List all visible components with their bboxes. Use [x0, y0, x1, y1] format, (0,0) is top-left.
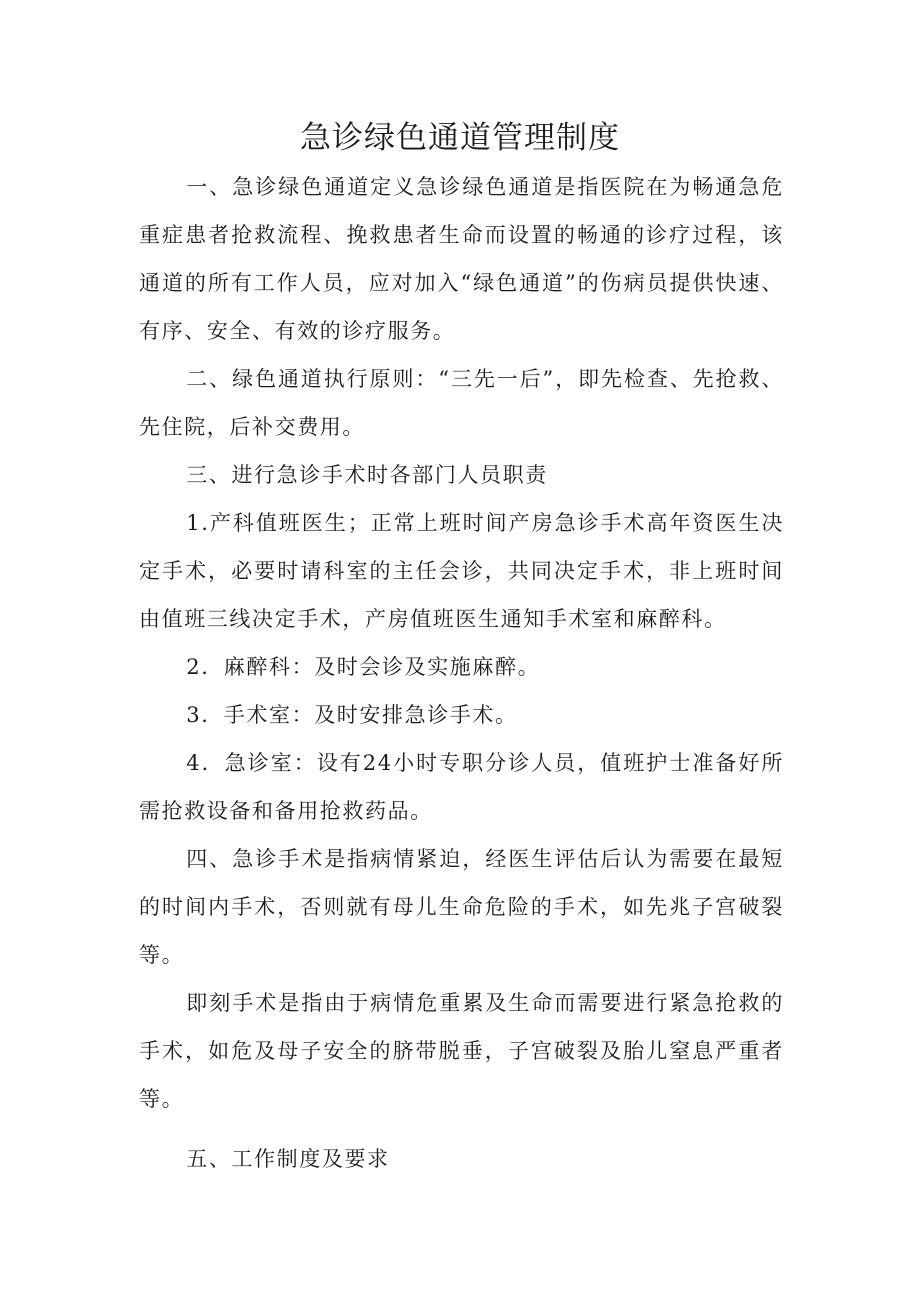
document-title: 急诊绿色通道管理制度 — [300, 120, 620, 156]
paragraph-obstetrics-duty: 1.产科值班医生；正常上班时间产房急诊手术高年资医生决定手术，必要时请科室的主任会诊，共同决定手术，非上班时间由值班三线决定手术，产房值班医生通知手术室和麻醉科。 — [139, 511, 784, 631]
paragraph-duties-heading: 三、进行急诊手术时各部门人员职责 — [186, 463, 548, 487]
paragraph-definition: 一、急诊绿色通道定义急诊绿色通道是指医院在为畅通急危重症患者抢救流程、挽救患者生命而设置的畅通的诊疗过程，该通道的所有工作人员，应对加入“绿色通道”的伤病员提供快速、有序、安全、有效的诊疗服务。 — [139, 175, 784, 343]
paragraph-operating-room-duty: 3．手术室：及时安排急诊手术。 — [186, 703, 518, 727]
document-body — [139, 163, 784, 1183]
paragraph-work-rules-heading: 五、工作制度及要求 — [186, 1147, 390, 1171]
paragraph-immediate-surgery-definition: 即刻手术是指由于病情危重累及生命而需要进行紧急抢救的手术，如危及母子安全的脐带脱垂，子宫破裂及胎儿窒息严重者等。 — [139, 991, 784, 1111]
paragraph-principle: 二、绿色通道执行原则：“三先一后”，即先检查、先抢救、先住院，后补交费用。 — [139, 367, 784, 439]
paragraph-emergency-surgery-definition: 四、急诊手术是指病情紧迫，经医生评估后认为需要在最短的时间内手术，否则就有母儿生命危险的手术，如先兆子宫破裂等。 — [139, 847, 784, 967]
paragraph-emergency-room-duty: 4．急诊室：设有24小时专职分诊人员，值班护士准备好所需抢救设备和备用抢救药品。 — [139, 751, 784, 823]
paragraph-anesthesia-duty: 2．麻醉科：及时会诊及实施麻醉。 — [186, 655, 541, 679]
